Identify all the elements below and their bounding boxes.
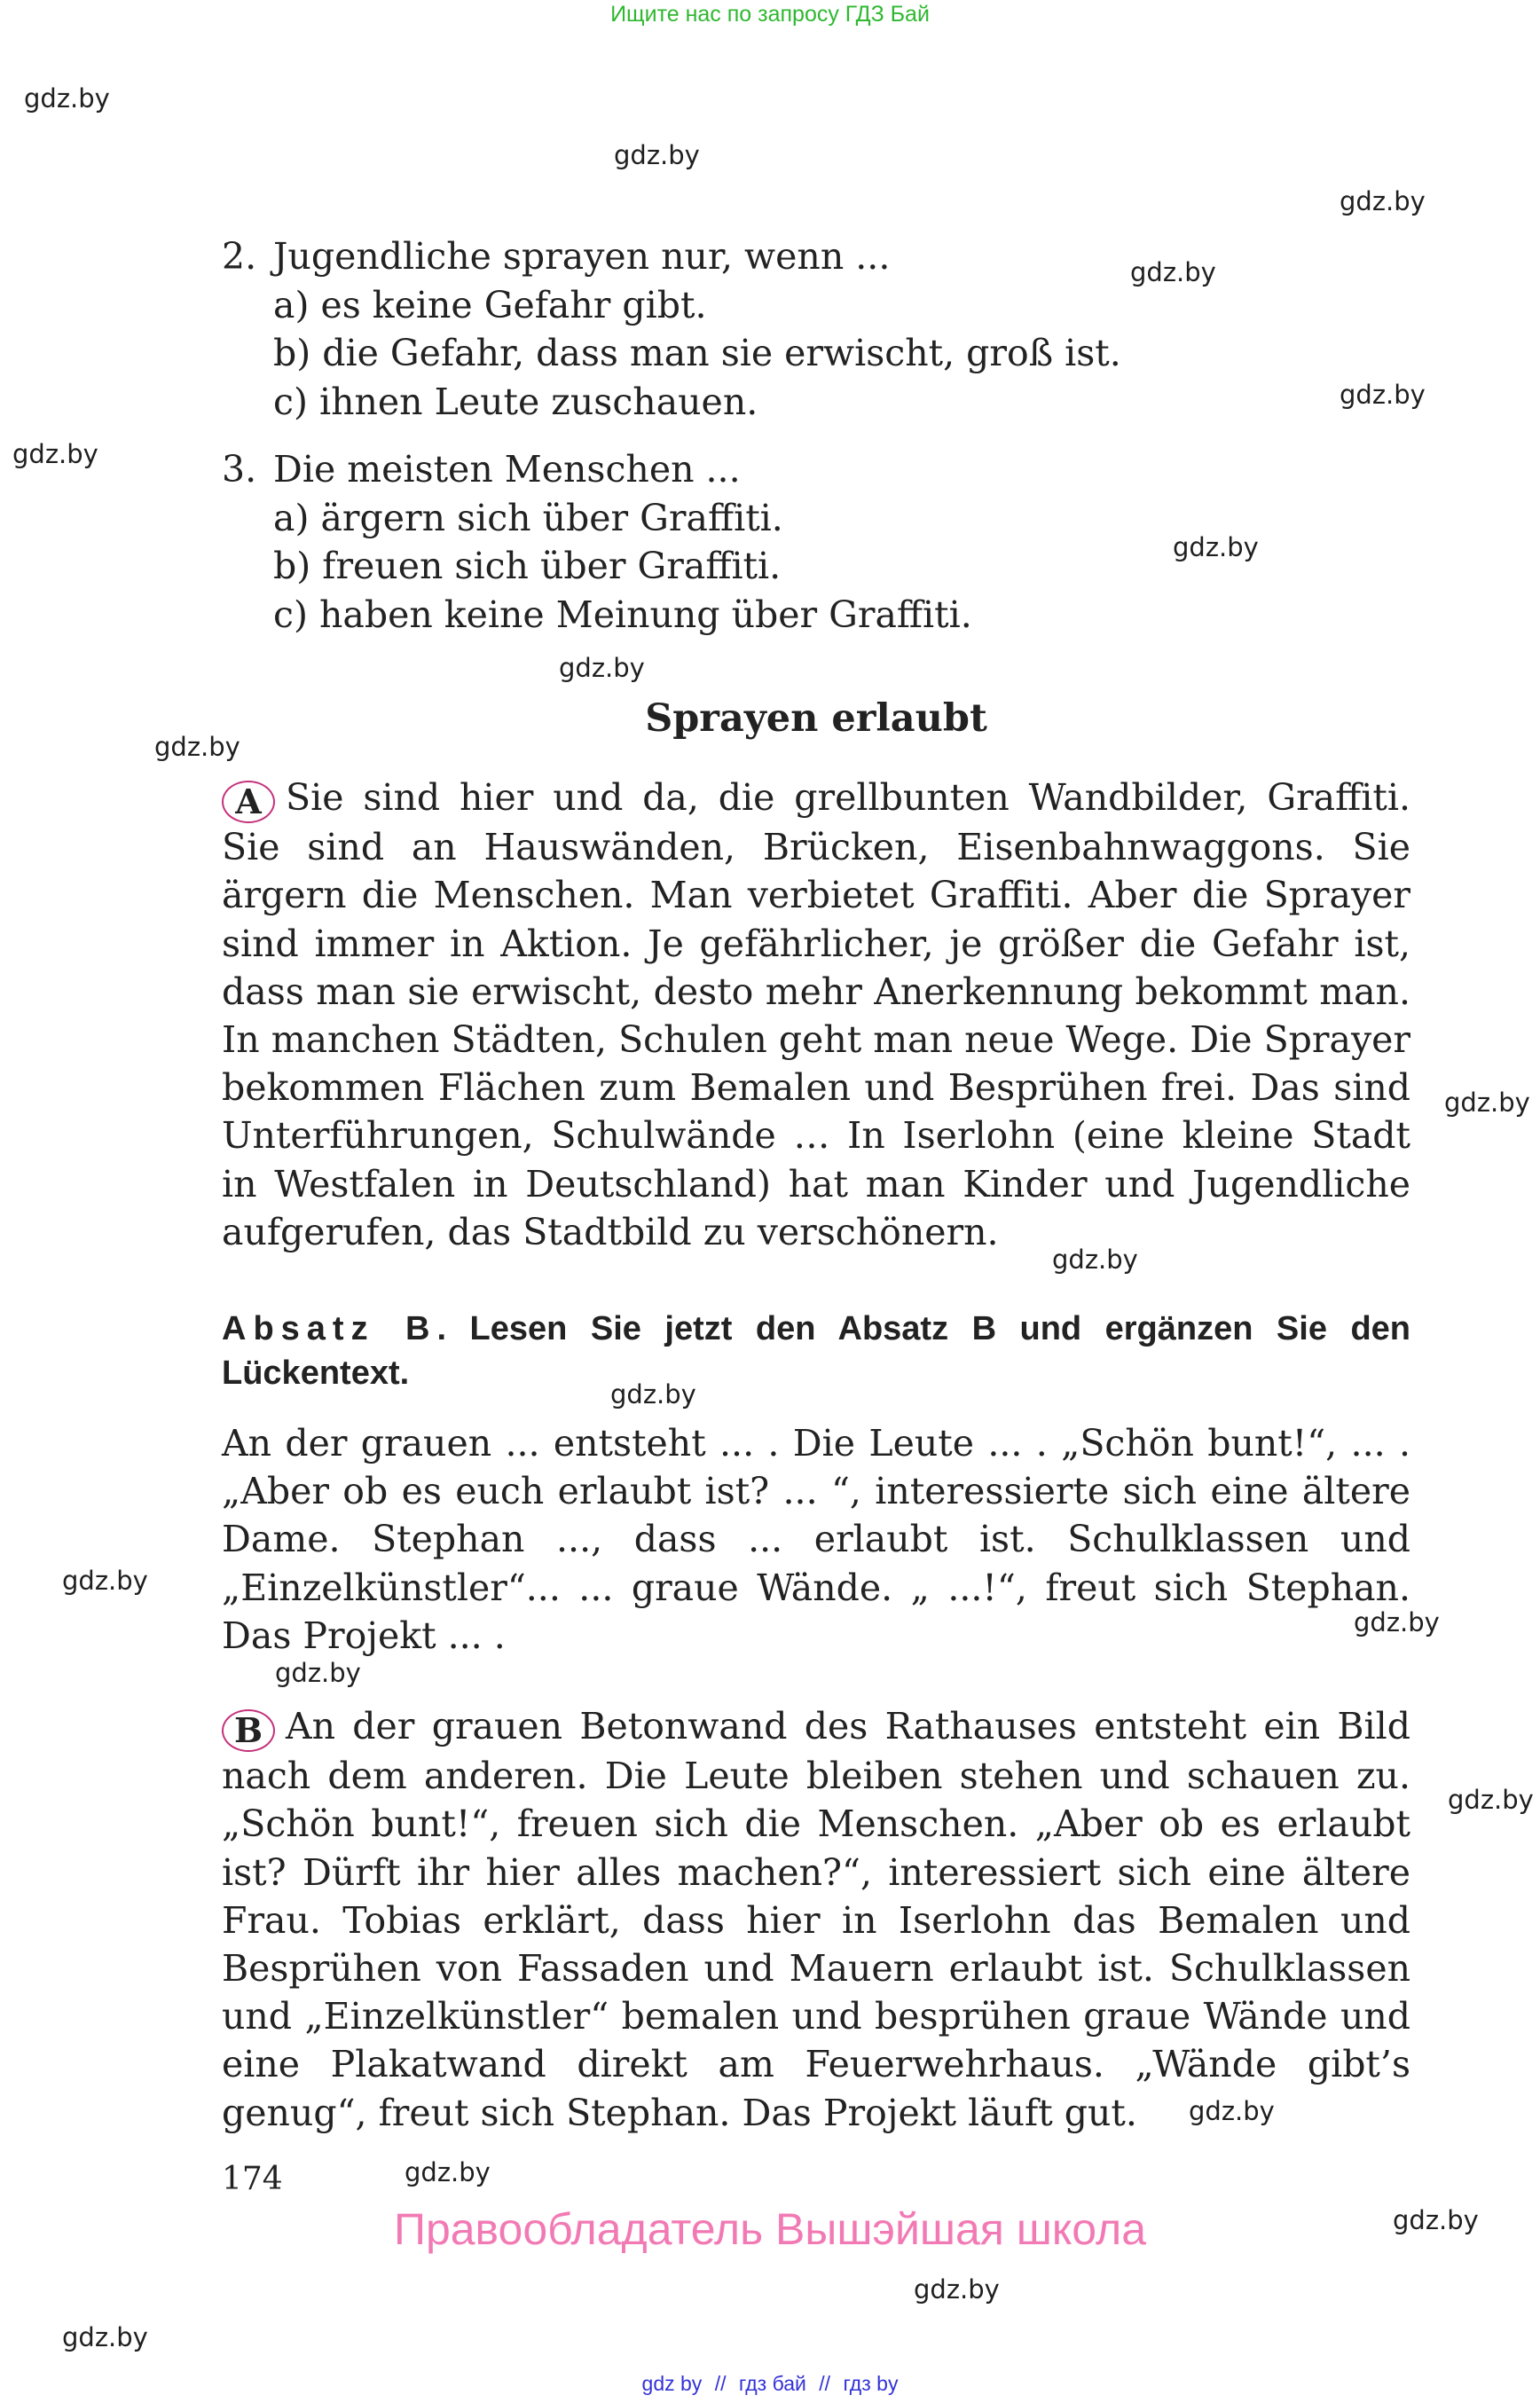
- page-number: 174: [222, 2161, 283, 2197]
- option: a) es keine Gefahr gibt.: [273, 283, 707, 326]
- watermark: gdz.by: [1354, 1607, 1440, 1637]
- watermark: gdz.by: [1173, 532, 1259, 562]
- option: c) haben keine Meinung über Graffiti.: [273, 593, 972, 636]
- watermark: gdz.by: [12, 439, 98, 469]
- top-banner: Ищите нас по запросу ГДЗ Бай: [610, 2, 930, 27]
- paragraph-text: An der grauen Betonwand des Rathauses entsteht ein Bild nach dem anderen. Die Leute bleiben stehen und schauen zu. „Schön bunt!“, freuen sich die Menschen. „Aber ob es erlaubt ist? Dürft ihr hier alles machen?“, interessiert sich eine ältere Frau. Tobias erklärt, dass hier in Iserlohn das Bemalen und Besprühen von Fassaden und Mauern erlaubt ist. Schulklassen und „Einzelkünstler“ bemalen und besprühen graue Wände und eine Plakatwand direkt am Feuerwehrhaus. „Wände gibt’s genug“, freut sich Stephan. Das Projekt läuft gut.: [222, 1705, 1410, 2134]
- paragraph-text: Sie sind hier und da, die grellbunten Wandbilder, Graffiti. Sie sind an Hauswänden, Brücken, Eisenbahnwaggons. Sie ärgern die Menschen. Man verbietet Graffiti. Aber die Sprayer sind immer in Aktion. Je gefährlicher, je größer die Gefahr ist, dass man sie erwischt, desto mehr Anerkennung bekommt man. In manchen Städten, Schulen geht man neue Wege. Die Sprayer bekommen Flächen zum Bemalen und Besprühen frei. Das sind Unterführungen, Schulwände … In Iserlohn (eine kleine Stadt in Westfalen in Deutschland) hat man Kinder und Jugendliche aufgerufen, das Stadtbild zu verschönern.: [222, 776, 1410, 1253]
- task-keyword: Absatz B: [222, 1310, 437, 1347]
- watermark: gdz.by: [610, 1379, 696, 1410]
- paragraph-marker-b: B: [222, 1709, 275, 1752]
- task-text: . Lesen Sie jetzt den Absatz B und ergänzen Sie den Lückentext.: [222, 1310, 1411, 1392]
- watermark: gdz.by: [1189, 2096, 1275, 2126]
- watermark: gdz.by: [614, 140, 700, 170]
- gap-text: [222, 1419, 1410, 1660]
- question-2: [222, 232, 1121, 426]
- footer-separator: //: [819, 2372, 831, 2395]
- watermark: gdz.by: [1444, 1088, 1530, 1118]
- gap-text-body: An der grauen ... entsteht ... . Die Leute ... . „Schön bunt!“, ... . „Aber ob es euch erlaubt ist? ... “, interessierte sich eine ältere Dame. Stephan ..., dass ... erlaubt ist. Schulklassen und „Einzelkünstler“... ... graue Wände. „ ...!“, freut sich Stephan. Das Projekt ... .: [222, 1422, 1410, 1657]
- option: a) ärgern sich über Graffiti.: [273, 496, 783, 539]
- option: b) freuen sich über Graffiti.: [273, 545, 782, 587]
- watermark: gdz.by: [1393, 2205, 1479, 2235]
- footer-separator: //: [714, 2372, 727, 2395]
- option: b) die Gefahr, dass man sie erwischt, groß ist.: [273, 332, 1121, 374]
- watermark: gdz.by: [1052, 1245, 1138, 1275]
- watermark: gdz.by: [1340, 380, 1426, 410]
- paragraph-a: [222, 774, 1410, 1256]
- rights-holder: Правообладатель Вышэйшая школа: [394, 2204, 1146, 2254]
- watermark: gdz.by: [405, 2157, 491, 2187]
- footer-link[interactable]: гдз by: [843, 2372, 899, 2395]
- question-number: 2.: [222, 235, 257, 278]
- footer-link[interactable]: gdz by: [641, 2372, 703, 2395]
- watermark: gdz.by: [154, 732, 240, 762]
- watermark: gdz.by: [62, 2322, 148, 2352]
- watermark: gdz.by: [914, 2274, 1000, 2305]
- watermark: gdz.by: [1130, 257, 1216, 287]
- question-stem: [222, 445, 972, 494]
- question-3: [222, 445, 972, 639]
- paragraph-b: [222, 1702, 1410, 2137]
- watermark: gdz.by: [1448, 1785, 1534, 1815]
- section-title: Sprayen erlaubt: [645, 696, 987, 741]
- paragraph-marker-a: A: [222, 781, 275, 823]
- watermark: gdz.by: [24, 83, 110, 114]
- question-stem: [222, 232, 1121, 281]
- task-instruction: [222, 1307, 1410, 1395]
- question-text: Jugendliche sprayen nur, wenn ...: [273, 235, 891, 278]
- footer-links: [0, 2372, 1540, 2396]
- watermark: gdz.by: [275, 1658, 361, 1688]
- watermark: gdz.by: [1340, 186, 1426, 216]
- watermark: gdz.by: [559, 653, 645, 683]
- question-number: 3.: [222, 448, 257, 491]
- watermark: gdz.by: [62, 1566, 148, 1596]
- question-text: Die meisten Menschen ...: [273, 448, 741, 491]
- option: c) ihnen Leute zuschauen.: [273, 380, 758, 423]
- footer-link[interactable]: гдз бай: [738, 2372, 806, 2395]
